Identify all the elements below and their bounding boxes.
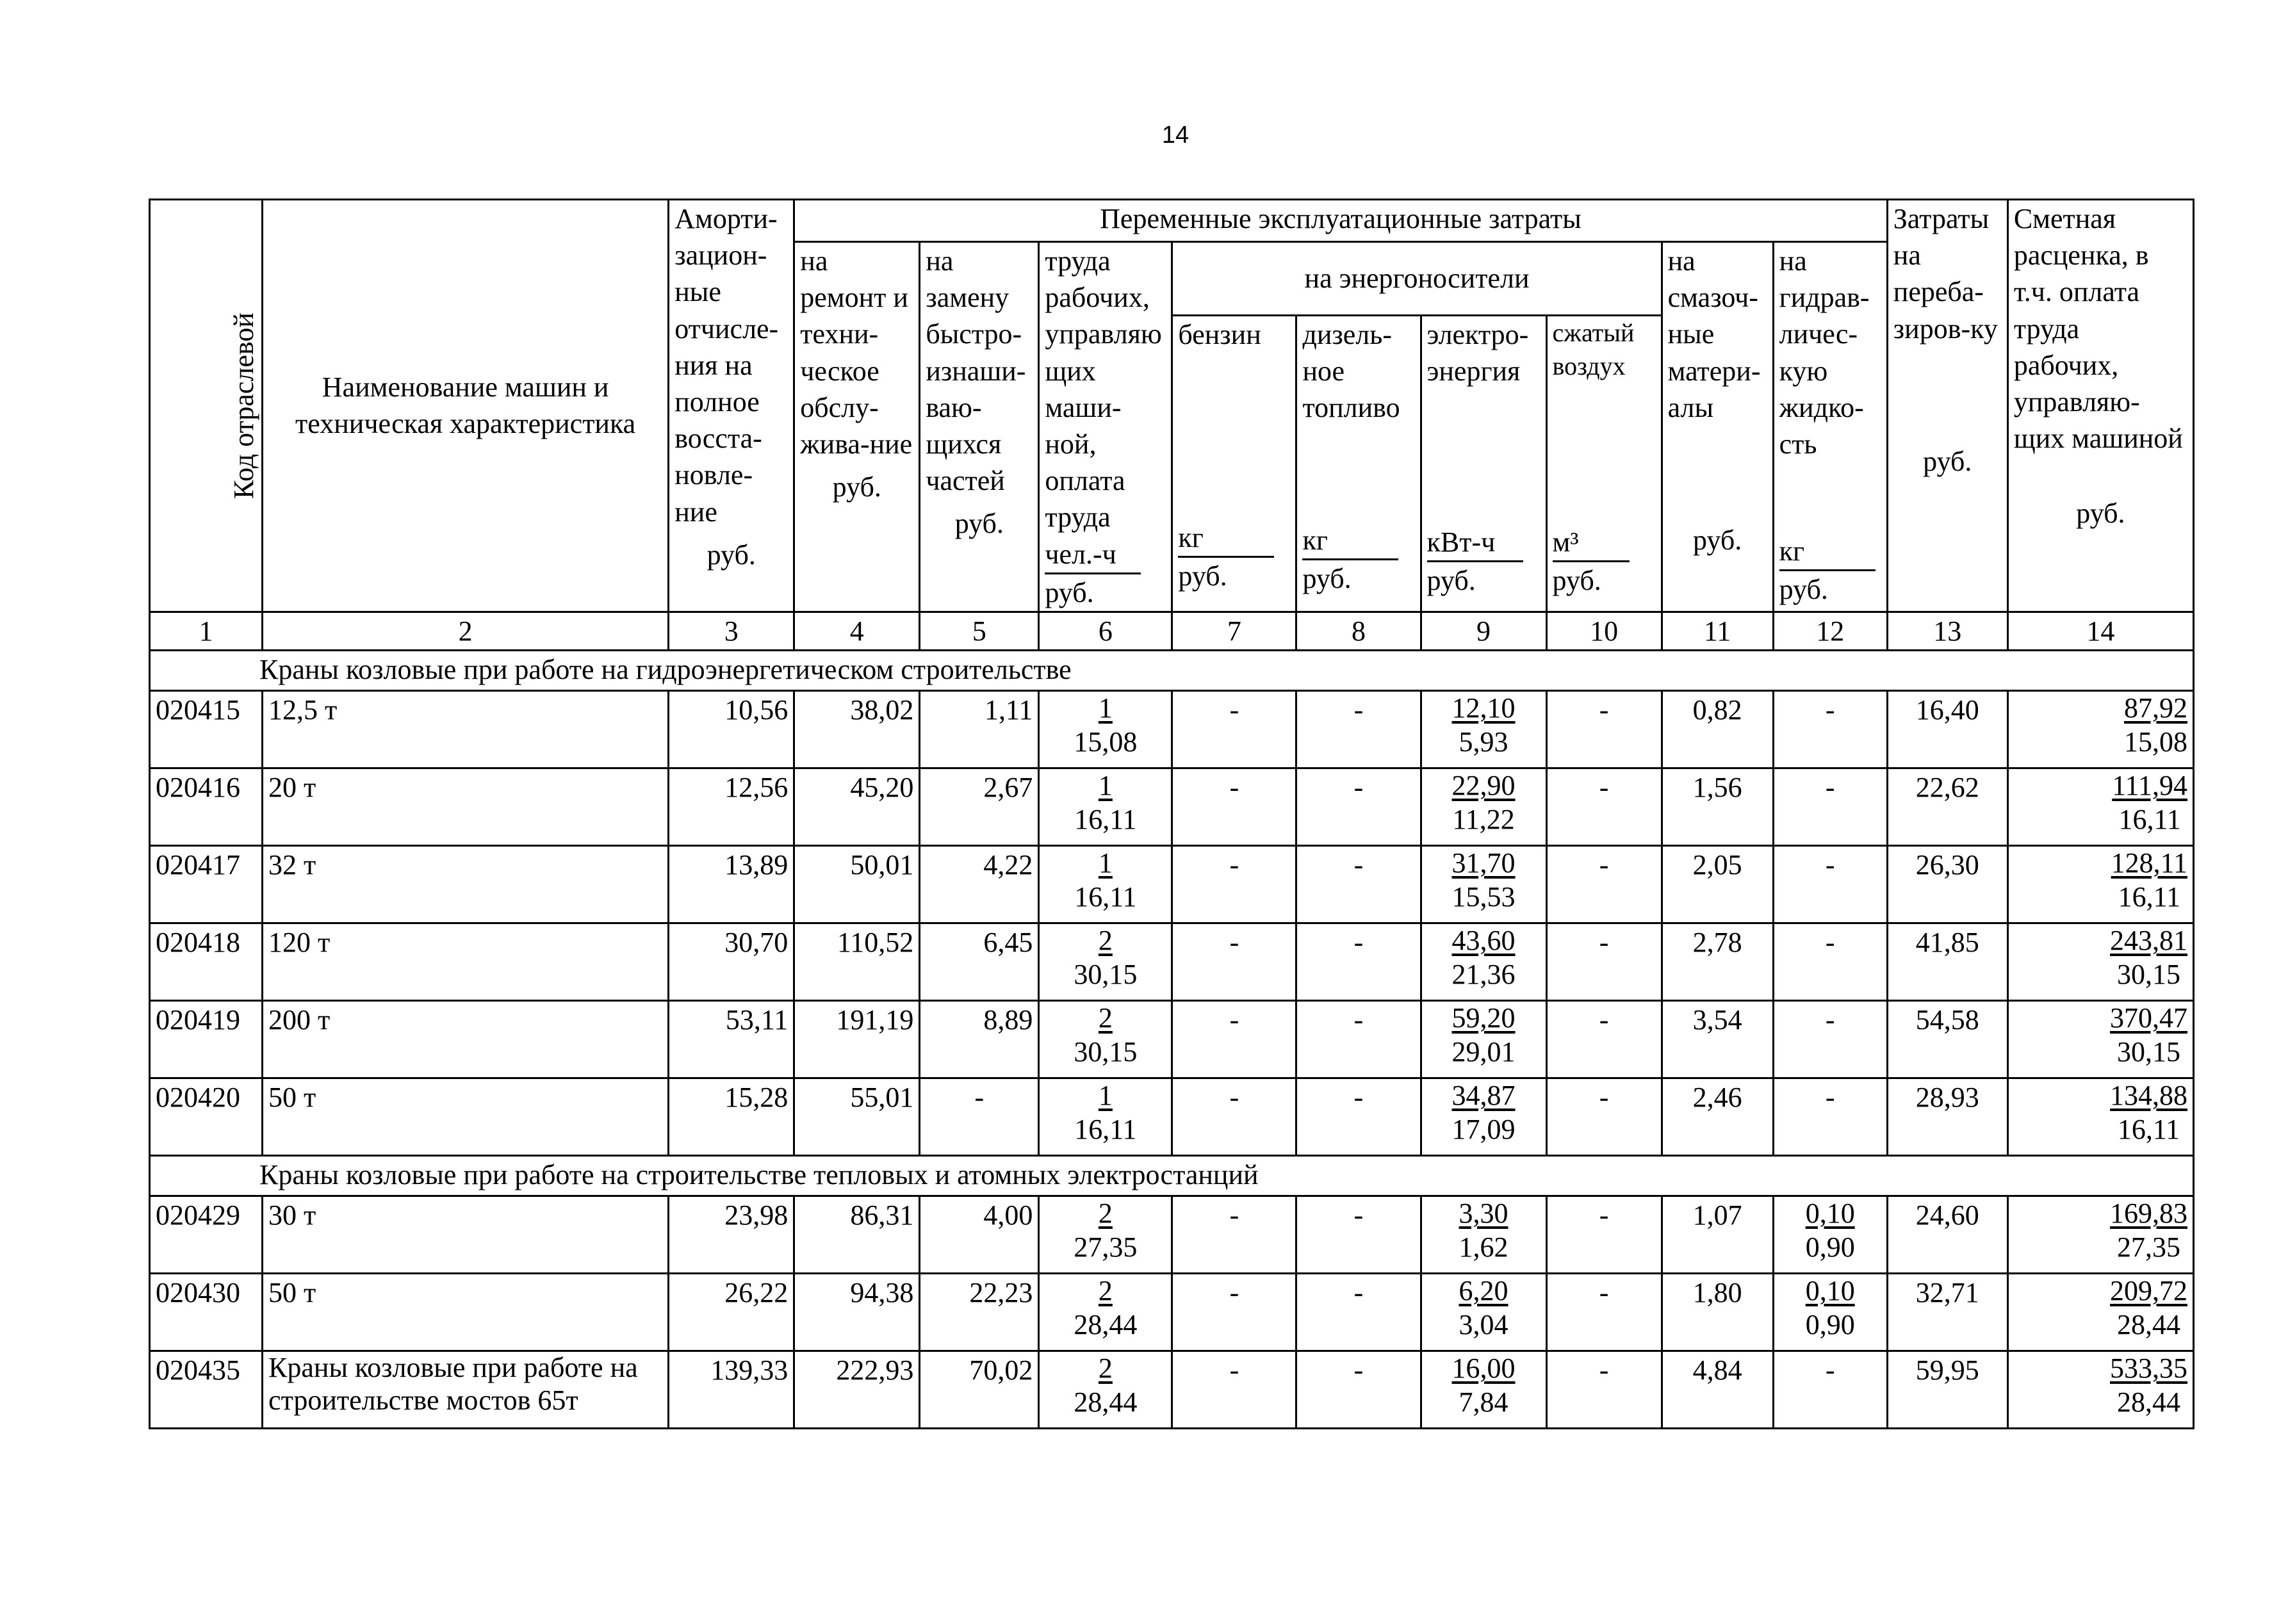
compressed-air-cell: -	[1546, 1078, 1662, 1156]
electricity-cell: $\frac{22,90}{11,22}$	[1421, 768, 1546, 846]
estimated-rate-cell: $\frac{243,81}{30,15}$	[2007, 923, 2193, 1001]
diesel-cell: -	[1296, 1078, 1421, 1156]
industry-code-cell: 020420	[150, 1078, 263, 1156]
header-machine-name: Наименование машин и техническая характеристика	[263, 200, 669, 612]
machine-name-cell: 120 т	[263, 923, 669, 1001]
compressed-air-cell: -	[1546, 923, 1662, 1001]
relocation-cell: 26,30	[1887, 846, 2007, 923]
industry-code-cell: 020435	[150, 1351, 263, 1429]
compressed-air-cell: -	[1546, 768, 1662, 846]
machine-name-cell: 12,5 т	[263, 691, 669, 768]
relocation-cell: 16,40	[1887, 691, 2007, 768]
machine-name-cell: 20 т	[263, 768, 669, 846]
machine-name-cell: 50 т	[263, 1274, 669, 1351]
diesel-cell: -	[1296, 691, 1421, 768]
repair-cell: 45,20	[794, 768, 920, 846]
section-title: Краны козловые при работе на гидроэнергетическом строительстве	[150, 651, 2194, 691]
gasoline-cell: -	[1172, 1351, 1296, 1429]
section-title: Краны козловые при работе на строительстве тепловых и атомных электростанций	[150, 1156, 2194, 1196]
table-row	[150, 1078, 2194, 1156]
labor-cell: $\frac{1}{15,08}$	[1039, 691, 1172, 768]
electricity-cell: $\frac{59,20}{29,01}$	[1421, 1001, 1546, 1078]
parts-cell: 4,22	[920, 846, 1039, 923]
electricity-cell: $\frac{12,10}{5,93}$	[1421, 691, 1546, 768]
gasoline-cell: -	[1172, 1078, 1296, 1156]
repair-cell: 94,38	[794, 1274, 920, 1351]
header-estimated-rate: Сметная расценка, в т.ч. оплата труда рабочих, управляю-щих машиной руб.	[2007, 200, 2193, 612]
gasoline-cell: -	[1172, 768, 1296, 846]
electricity-cell: $\frac{6,20}{3,04}$	[1421, 1274, 1546, 1351]
table-row	[150, 846, 2194, 923]
lubricants-cell: 4,84	[1662, 1351, 1773, 1429]
header-gasoline: бензин кг руб.	[1172, 315, 1296, 612]
repair-cell: 86,31	[794, 1196, 920, 1274]
relocation-cell: 22,62	[1887, 768, 2007, 846]
electricity-cell: $\frac{31,70}{15,53}$	[1421, 846, 1546, 923]
table-row	[150, 768, 2194, 846]
header-lubricants: на смазоч-ные матери-алы руб.	[1662, 242, 1773, 612]
diesel-cell: -	[1296, 923, 1421, 1001]
parts-cell: 22,23	[920, 1274, 1039, 1351]
header-compressed-air: сжатый воздух м³ руб.	[1546, 315, 1662, 612]
amortization-cell: 139,33	[669, 1351, 794, 1429]
electricity-cell: $\frac{16,00}{7,84}$	[1421, 1351, 1546, 1429]
table-row	[150, 1274, 2194, 1351]
header-variable-costs: Переменные эксплуатационные затраты	[794, 200, 1888, 242]
amortization-cell: 10,56	[669, 691, 794, 768]
parts-cell: 4,00	[920, 1196, 1039, 1274]
relocation-cell: 32,71	[1887, 1274, 2007, 1351]
estimated-rate-cell: $\frac{87,92}{15,08}$	[2007, 691, 2193, 768]
parts-cell: 70,02	[920, 1351, 1039, 1429]
repair-cell: 110,52	[794, 923, 920, 1001]
compressed-air-cell: -	[1546, 1274, 1662, 1351]
amortization-cell: 12,56	[669, 768, 794, 846]
industry-code-cell: 020416	[150, 768, 263, 846]
machine-name-cell: 200 т	[263, 1001, 669, 1078]
lubricants-cell: 1,07	[1662, 1196, 1773, 1274]
diesel-cell: -	[1296, 1196, 1421, 1274]
labor-cell: $\frac{1}{16,11}$	[1039, 1078, 1172, 1156]
compressed-air-cell: -	[1546, 691, 1662, 768]
repair-cell: 55,01	[794, 1078, 920, 1156]
estimated-rate-cell: $\frac{533,35}{28,44}$	[2007, 1351, 2193, 1429]
labor-cell: $\frac{1}{16,11}$	[1039, 768, 1172, 846]
hydraulic-fluid-cell: $\frac{0,10}{0,90}$	[1773, 1274, 1887, 1351]
relocation-cell: 24,60	[1887, 1196, 2007, 1274]
diesel-cell: -	[1296, 846, 1421, 923]
table-row	[150, 1196, 2194, 1274]
repair-cell: 50,01	[794, 846, 920, 923]
relocation-cell: 41,85	[1887, 923, 2007, 1001]
header-industry-code: Код отраслевой	[150, 200, 263, 612]
compressed-air-cell: -	[1546, 1196, 1662, 1274]
industry-code-cell: 020417	[150, 846, 263, 923]
labor-cell: $\frac{1}{16,11}$	[1039, 846, 1172, 923]
page-number: 14	[1161, 122, 1189, 149]
machine-name-cell: 50 т	[263, 1078, 669, 1156]
machine-rates-table	[149, 199, 2194, 1429]
estimated-rate-cell: $\frac{111,94}{16,11}$	[2007, 768, 2193, 846]
hydraulic-fluid-cell: -	[1773, 1078, 1887, 1156]
header-hydraulic-fluid: на гидрав-личес-кую жидко-сть кг руб.	[1773, 242, 1887, 612]
hydraulic-fluid-cell: -	[1773, 846, 1887, 923]
amortization-cell: 30,70	[669, 923, 794, 1001]
machine-name-cell: 32 т	[263, 846, 669, 923]
compressed-air-cell: -	[1546, 1001, 1662, 1078]
header-labor: труда рабочих, управляю щих маши-ной, оплата труда чел.-ч руб.	[1039, 242, 1172, 612]
labor-cell: $\frac{2}{28,44}$	[1039, 1274, 1172, 1351]
machine-name-cell: Краны козловые при работе на строительстве мостов 65т	[263, 1351, 669, 1429]
lubricants-cell: 3,54	[1662, 1001, 1773, 1078]
labor-cell: $\frac{2}{30,15}$	[1039, 923, 1172, 1001]
diesel-cell: -	[1296, 768, 1421, 846]
amortization-cell: 13,89	[669, 846, 794, 923]
column-number-row: 1 2 3 4 5 6 7 8 9 10 11 12 13 14	[150, 612, 2194, 650]
diesel-cell: -	[1296, 1351, 1421, 1429]
hydraulic-fluid-cell: -	[1773, 1351, 1887, 1429]
table-row	[150, 1351, 2194, 1429]
lubricants-cell: 1,80	[1662, 1274, 1773, 1351]
labor-cell: $\frac{2}{27,35}$	[1039, 1196, 1172, 1274]
gasoline-cell: -	[1172, 1274, 1296, 1351]
labor-cell: $\frac{2}{28,44}$	[1039, 1351, 1172, 1429]
industry-code-cell: 020430	[150, 1274, 263, 1351]
estimated-rate-cell: $\frac{370,47}{30,15}$	[2007, 1001, 2193, 1078]
electricity-cell: $\frac{43,60}{21,36}$	[1421, 923, 1546, 1001]
hydraulic-fluid-cell: -	[1773, 768, 1887, 846]
industry-code-cell: 020429	[150, 1196, 263, 1274]
diesel-cell: -	[1296, 1001, 1421, 1078]
compressed-air-cell: -	[1546, 846, 1662, 923]
repair-cell: 222,93	[794, 1351, 920, 1429]
header-relocation-costs: Затраты на переба-зиров-ку руб.	[1887, 200, 2007, 612]
relocation-cell: 59,95	[1887, 1351, 2007, 1429]
table-row	[150, 691, 2194, 768]
parts-cell: 6,45	[920, 923, 1039, 1001]
electricity-cell: $\frac{3,30}{1,62}$	[1421, 1196, 1546, 1274]
relocation-cell: 54,58	[1887, 1001, 2007, 1078]
gasoline-cell: -	[1172, 1001, 1296, 1078]
lubricants-cell: 2,46	[1662, 1078, 1773, 1156]
lubricants-cell: 0,82	[1662, 691, 1773, 768]
gasoline-cell: -	[1172, 846, 1296, 923]
repair-cell: 191,19	[794, 1001, 920, 1078]
table-row	[150, 923, 2194, 1001]
hydraulic-fluid-cell: -	[1773, 1001, 1887, 1078]
header-repair: на ремонт и техни-ческое обслу-жива-ние руб.	[794, 242, 920, 612]
header-energy: на энергоносители	[1172, 242, 1662, 316]
parts-cell: 1,11	[920, 691, 1039, 768]
relocation-cell: 28,93	[1887, 1078, 2007, 1156]
industry-code-cell: 020415	[150, 691, 263, 768]
header-diesel: дизель-ное топливо кг руб.	[1296, 315, 1421, 612]
header-electricity: электро-энергия кВт-ч руб.	[1421, 315, 1546, 612]
gasoline-cell: -	[1172, 923, 1296, 1001]
estimated-rate-cell: $\frac{169,83}{27,35}$	[2007, 1196, 2193, 1274]
industry-code-cell: 020418	[150, 923, 263, 1001]
header-parts-replacement: на замену быстро-изнаши-ваю-щихся частей руб.	[920, 242, 1039, 612]
lubricants-cell: 2,78	[1662, 923, 1773, 1001]
section-header-row	[150, 1156, 2194, 1196]
amortization-cell: 15,28	[669, 1078, 794, 1156]
estimated-rate-cell: $\frac{128,11}{16,11}$	[2007, 846, 2193, 923]
lubricants-cell: 2,05	[1662, 846, 1773, 923]
industry-code-cell: 020419	[150, 1001, 263, 1078]
table-row	[150, 1001, 2194, 1078]
section-header-row	[150, 651, 2194, 691]
diesel-cell: -	[1296, 1274, 1421, 1351]
parts-cell: 8,89	[920, 1001, 1039, 1078]
hydraulic-fluid-cell: -	[1773, 923, 1887, 1001]
machine-name-cell: 30 т	[263, 1196, 669, 1274]
hydraulic-fluid-cell: -	[1773, 691, 1887, 768]
lubricants-cell: 1,56	[1662, 768, 1773, 846]
parts-cell: -	[920, 1078, 1039, 1156]
compressed-air-cell: -	[1546, 1351, 1662, 1429]
amortization-cell: 53,11	[669, 1001, 794, 1078]
estimated-rate-cell: $\frac{209,72}{28,44}$	[2007, 1274, 2193, 1351]
hydraulic-fluid-cell: $\frac{0,10}{0,90}$	[1773, 1196, 1887, 1274]
labor-cell: $\frac{2}{30,15}$	[1039, 1001, 1172, 1078]
electricity-cell: $\frac{34,87}{17,09}$	[1421, 1078, 1546, 1156]
parts-cell: 2,67	[920, 768, 1039, 846]
repair-cell: 38,02	[794, 691, 920, 768]
gasoline-cell: -	[1172, 691, 1296, 768]
gasoline-cell: -	[1172, 1196, 1296, 1274]
amortization-cell: 26,22	[669, 1274, 794, 1351]
estimated-rate-cell: $\frac{134,88}{16,11}$	[2007, 1078, 2193, 1156]
header-amortization: Аморти-зацион-ные отчисле-ния на полное восста-новле-ние руб.	[669, 200, 794, 612]
amortization-cell: 23,98	[669, 1196, 794, 1274]
